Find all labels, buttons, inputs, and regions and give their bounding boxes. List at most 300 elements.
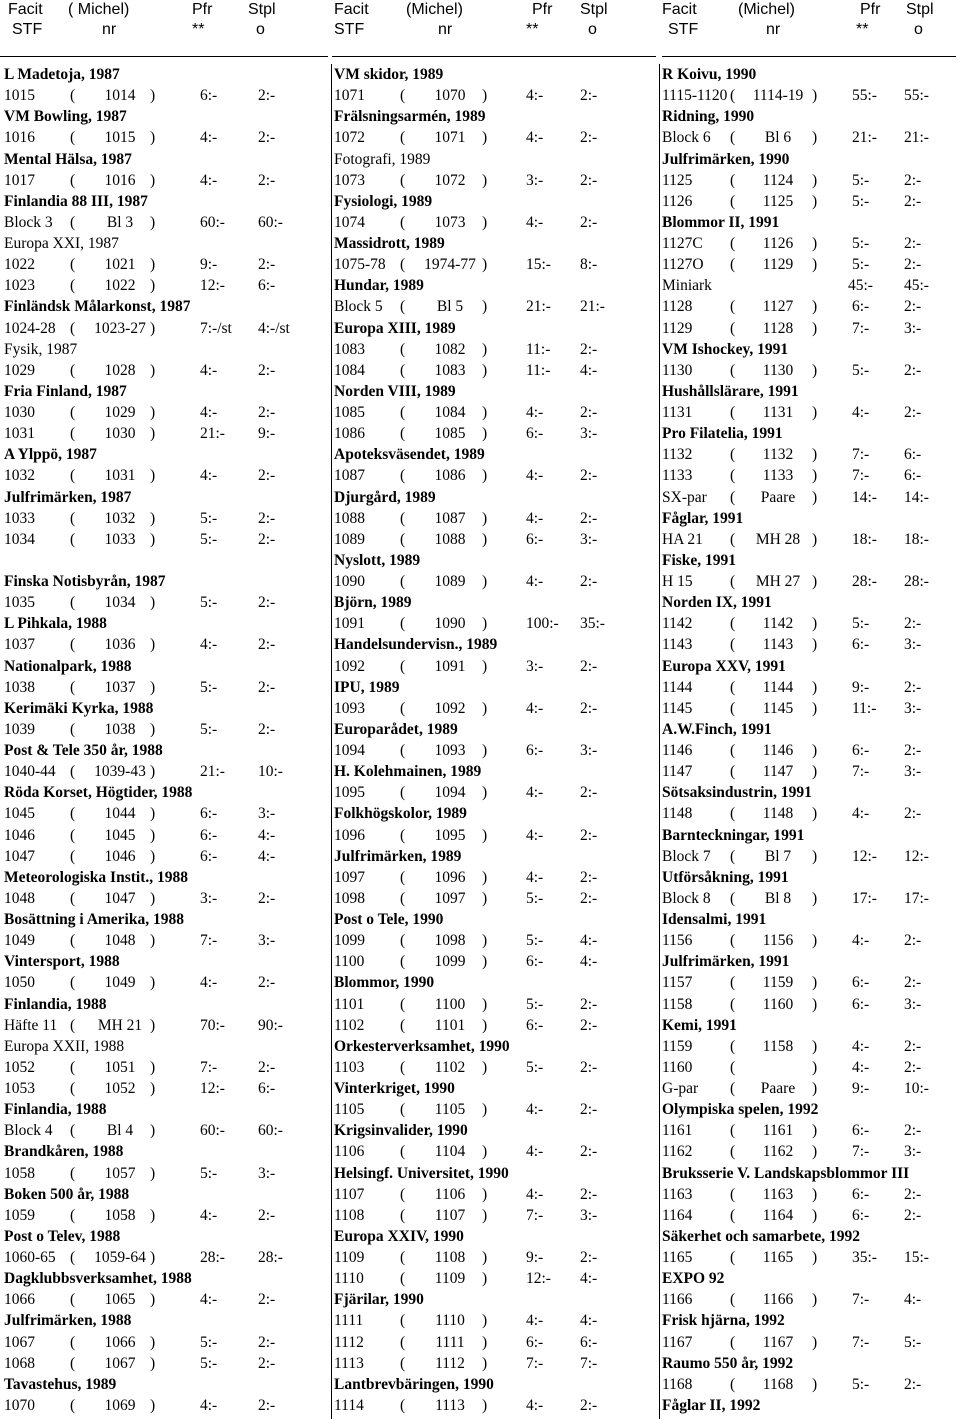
price-mint: 11:- — [526, 340, 551, 358]
issue-heading — [332, 444, 660, 465]
price-used: 55:- — [904, 87, 929, 105]
paren-open: ( — [730, 192, 736, 210]
facit-number: 1147 — [662, 763, 693, 781]
issue-heading — [332, 1078, 660, 1099]
paren-close: ) — [812, 678, 818, 696]
price-mint: 4:- — [526, 784, 544, 802]
stamp-row — [0, 592, 332, 613]
price-mint: 5:- — [526, 995, 544, 1013]
price-mint: 12:- — [852, 847, 877, 865]
stamp-row — [332, 571, 660, 592]
michel-number: 1048 — [104, 932, 136, 950]
facit-number: 1158 — [662, 995, 693, 1013]
issue-title: VM skidor, 1989 — [334, 66, 444, 83]
price-mint: 7:- — [200, 932, 218, 950]
paren-open: ( — [70, 530, 76, 548]
paren-close: ) — [150, 213, 156, 231]
price-used: 3:- — [580, 742, 598, 759]
issue-heading — [0, 339, 332, 360]
issue-heading — [0, 149, 332, 170]
facit-number: 1046 — [4, 826, 35, 844]
issue-title: Fåglar, 1991 — [662, 509, 744, 527]
issue-heading — [662, 1099, 960, 1120]
facit-number: 1127C — [662, 235, 703, 252]
stamp-row — [662, 85, 960, 106]
stamp-row — [662, 1289, 960, 1310]
facit-number: G-par — [662, 1080, 699, 1097]
header-o: o — [914, 21, 923, 38]
facit-number: 1068 — [4, 1354, 35, 1372]
michel-number: 1167 — [762, 1333, 794, 1351]
paren-close: ) — [812, 699, 818, 717]
michel-number: 1146 — [762, 742, 794, 759]
paren-open: ( — [70, 763, 76, 781]
stamp-row — [0, 402, 332, 423]
price-used: 5:- — [904, 1333, 922, 1351]
issue-heading — [662, 1163, 960, 1184]
issue-title: Miniark — [662, 277, 712, 295]
michel-number: 1108 — [434, 1249, 466, 1266]
price-mint: 60:- — [200, 1122, 225, 1140]
price-mint: 3:- — [526, 657, 544, 675]
paren-open: ( — [400, 1312, 406, 1330]
price-mint: 9:- — [526, 1249, 544, 1266]
header-facit: Facit — [334, 1, 369, 18]
price-mint: 6:- — [852, 1185, 870, 1203]
paren-open: ( — [730, 171, 736, 189]
issue-heading — [662, 149, 960, 170]
paren-close: ) — [150, 425, 156, 443]
paren-close: ) — [482, 995, 488, 1013]
price-used: 2:- — [904, 742, 922, 759]
michel-number: 1124 — [762, 171, 794, 189]
paren-close: ) — [482, 87, 488, 105]
issue-heading — [332, 318, 660, 339]
paren-close: ) — [150, 530, 156, 548]
facit-number: 1058 — [4, 1164, 35, 1182]
paren-open: ( — [400, 1101, 406, 1119]
stamp-row — [332, 508, 660, 529]
issue-heading — [0, 487, 332, 508]
paren-open: ( — [730, 573, 736, 590]
stamp-row — [0, 1395, 332, 1416]
price-used: 28:- — [258, 1249, 283, 1266]
price-mint: 45:- — [848, 277, 873, 295]
facit-number: 1032 — [4, 467, 35, 485]
paren-open: ( — [730, 256, 736, 274]
price-used: 2:- — [904, 1375, 922, 1393]
paren-close: ) — [150, 1354, 156, 1372]
issue-title: Fysik, 1987 — [4, 340, 78, 358]
michel-number: 1133 — [762, 467, 794, 485]
paren-close: ) — [150, 636, 156, 654]
issue-title: Björn, 1989 — [334, 594, 412, 612]
issue-heading — [332, 106, 660, 127]
paren-open: ( — [730, 763, 736, 781]
stamp-list — [332, 64, 660, 1416]
stamp-row — [0, 719, 332, 740]
paren-open: ( — [730, 446, 736, 464]
issue-title: IPU, 1989 — [334, 678, 400, 696]
michel-number: 1145 — [762, 699, 794, 717]
price-mint: 4:- — [200, 1206, 218, 1224]
paren-close: ) — [482, 1058, 488, 1076]
price-mint: 4:- — [852, 1037, 870, 1055]
issue-heading — [0, 909, 332, 930]
issue-heading — [0, 1184, 332, 1205]
paren-close: ) — [482, 1185, 488, 1203]
paren-open: ( — [730, 1058, 736, 1076]
paren-open: ( — [70, 974, 76, 992]
price-mint: 6:- — [852, 298, 870, 316]
price-used: 2:- — [580, 1396, 598, 1414]
paren-open: ( — [70, 425, 76, 443]
price-mint: 4:- — [526, 1143, 544, 1161]
column-1 — [0, 0, 332, 1419]
issue-heading — [332, 1120, 660, 1141]
michel-number: Bl 6 — [764, 129, 792, 147]
facit-number: 1130 — [662, 361, 693, 379]
michel-number: 1113 — [435, 1396, 465, 1414]
paren-open: ( — [400, 995, 406, 1013]
michel-number: 1090 — [434, 615, 466, 633]
price-used: 28:- — [904, 573, 929, 590]
issue-heading — [662, 782, 960, 803]
price-used: 2:- — [904, 1058, 922, 1076]
header-facit: Facit — [8, 1, 43, 18]
stamp-row — [0, 1332, 332, 1353]
paren-close: ) — [812, 129, 818, 147]
facit-number: 1024-28 — [4, 319, 56, 337]
michel-number: 1143 — [762, 636, 794, 654]
michel-number: 1163 — [762, 1185, 794, 1203]
price-mint: 11:- — [852, 699, 877, 717]
paren-open: ( — [730, 319, 736, 337]
paren-open: ( — [730, 1185, 736, 1203]
price-mint: 55:- — [852, 87, 877, 105]
stamp-row — [662, 360, 960, 381]
michel-number: 1030 — [104, 425, 136, 443]
price-used: 2:- — [258, 467, 276, 485]
price-mint: 4:- — [526, 1312, 544, 1330]
price-mint: 6:- — [852, 974, 870, 992]
facit-number: 1146 — [662, 742, 693, 759]
stamp-row — [0, 85, 332, 106]
facit-number: 1102 — [334, 1016, 365, 1034]
price-mint: 21:- — [200, 763, 225, 781]
issue-title: Post & Tele 350 år, 1988 — [4, 742, 163, 759]
michel-number: 1082 — [434, 340, 466, 358]
michel-number: 1156 — [762, 932, 794, 950]
michel-number: 1131 — [762, 404, 794, 421]
price-used: 2:- — [580, 889, 598, 907]
issue-heading — [662, 1226, 960, 1247]
price-mint: 6:- — [526, 742, 544, 759]
paren-open: ( — [70, 1206, 76, 1224]
paren-open: ( — [730, 1291, 736, 1309]
paren-open: ( — [400, 171, 406, 189]
paren-close: ) — [482, 1312, 488, 1330]
paren-close: ) — [150, 277, 156, 295]
stamp-row — [662, 994, 960, 1015]
facit-number: Block 3 — [4, 213, 53, 231]
paren-close: ) — [812, 192, 818, 210]
issue-heading — [0, 106, 332, 127]
stamp-row — [332, 930, 660, 951]
issue-title: Europa XXV, 1991 — [662, 657, 786, 675]
issue-heading — [0, 994, 332, 1015]
michel-number: 1974-77 — [424, 256, 476, 274]
issue-title: Folkhögskolor, 1989 — [334, 805, 467, 823]
paren-close: ) — [150, 467, 156, 485]
stamp-row — [0, 972, 332, 993]
issue-heading — [332, 64, 660, 85]
header-stpl: Stpl — [580, 1, 608, 18]
price-mint: 6:- — [526, 1333, 544, 1351]
paren-open: ( — [70, 213, 76, 231]
paren-close: ) — [482, 573, 488, 590]
paren-open: ( — [400, 699, 406, 717]
issue-heading — [0, 1226, 332, 1247]
paren-close: ) — [482, 784, 488, 802]
issue-title: EXPO 92 — [662, 1270, 725, 1288]
michel-number: 1029 — [104, 404, 136, 421]
michel-number: 1106 — [434, 1185, 466, 1203]
paren-open: ( — [400, 573, 406, 590]
stamp-row — [662, 1374, 960, 1395]
header-stf: STF — [12, 21, 43, 38]
facit-number: 1143 — [662, 636, 693, 654]
paren-close: ) — [150, 763, 156, 781]
price-mint: 6:- — [200, 87, 218, 105]
header-pfr: Pfr — [192, 1, 213, 18]
michel-number: 1033 — [104, 530, 136, 548]
price-used: 7:- — [580, 1354, 598, 1372]
michel-number: 1166 — [762, 1291, 794, 1309]
price-mint: 21:- — [200, 425, 225, 443]
price-used: 2:- — [904, 805, 922, 823]
price-mint: 5:- — [200, 509, 218, 527]
paren-open: ( — [70, 404, 76, 421]
stamp-row — [0, 170, 332, 191]
column-header — [0, 0, 332, 56]
facit-number: 1086 — [334, 425, 365, 443]
paren-close: ) — [812, 742, 818, 759]
stamp-row — [0, 254, 332, 275]
stamp-row — [0, 508, 332, 529]
facit-number: 1029 — [4, 361, 35, 379]
michel-number: 1128 — [762, 319, 794, 337]
stamp-row — [0, 1015, 332, 1036]
facit-number: 1084 — [334, 361, 365, 379]
michel-number: 1110 — [435, 1312, 465, 1330]
header-michel: (Michel) — [738, 1, 795, 18]
issue-title: Julfrimärken, 1987 — [4, 488, 132, 506]
issue-title: A.W.Finch, 1991 — [662, 720, 772, 738]
issue-title: Fria Finland, 1987 — [4, 382, 127, 400]
paren-open: ( — [400, 1354, 406, 1372]
paren-open: ( — [730, 1122, 736, 1140]
paren-close: ) — [482, 530, 488, 548]
facit-number: 1097 — [334, 868, 365, 886]
issue-title: Finlandia 88 III, 1987 — [4, 192, 148, 210]
paren-close: ) — [482, 1249, 488, 1266]
stamp-row — [0, 1057, 332, 1078]
price-used: 2:- — [580, 467, 598, 485]
header-nr: nr — [438, 21, 453, 38]
stamp-row — [662, 740, 960, 761]
price-used: 45:- — [904, 277, 929, 295]
price-mint: 5:- — [852, 1375, 870, 1393]
facit-number: 1148 — [662, 805, 693, 823]
issue-title: Post o Tele, 1990 — [334, 911, 444, 928]
paren-close: ) — [812, 995, 818, 1013]
michel-number: 1102 — [434, 1058, 466, 1076]
price-mint: 4:- — [526, 87, 544, 105]
facit-number: SX-par — [662, 488, 707, 506]
issue-title: VM Bowling, 1987 — [4, 108, 127, 126]
paren-open: ( — [70, 1080, 76, 1097]
issue-title: Europa XIII, 1989 — [334, 319, 456, 337]
price-used: 2:- — [580, 87, 598, 105]
price-mint: 6:- — [526, 953, 544, 971]
price-used: 4:- — [258, 826, 276, 844]
issue-title: Kemi, 1991 — [662, 1016, 737, 1034]
price-mint: 4:- — [526, 404, 544, 421]
price-mint: 6:- — [852, 636, 870, 654]
header-nr: nr — [766, 21, 781, 38]
stamp-row — [662, 846, 960, 867]
price-mint: 4:- — [526, 1396, 544, 1414]
issue-heading — [332, 550, 660, 571]
facit-number: 1103 — [334, 1058, 365, 1076]
paren-open: ( — [730, 488, 736, 506]
facit-number: 1035 — [4, 594, 35, 612]
facit-number: 1127O — [662, 256, 704, 274]
price-used: 2:- — [904, 171, 922, 189]
paren-open: ( — [730, 1249, 736, 1266]
price-mint: 5:- — [200, 720, 218, 738]
michel-number: 1165 — [762, 1249, 794, 1266]
facit-number: 1107 — [334, 1185, 365, 1203]
issue-title: Europa XXI, 1987 — [4, 235, 119, 252]
paren-close: ) — [482, 657, 488, 675]
paren-close: ) — [482, 699, 488, 717]
stamp-row — [332, 1395, 660, 1416]
issue-heading — [0, 381, 332, 402]
issue-title: Orkesterverksamhet, 1990 — [334, 1037, 510, 1055]
michel-number: 1069 — [104, 1396, 136, 1414]
header-stars: ** — [526, 21, 539, 38]
michel-number: 1089 — [434, 573, 466, 590]
issue-heading — [0, 233, 332, 254]
paren-open: ( — [70, 847, 76, 865]
stamp-row — [0, 423, 332, 444]
facit-number: 1060-65 — [4, 1249, 56, 1266]
price-used: 3:- — [258, 932, 276, 950]
michel-number: 1101 — [434, 1016, 466, 1034]
issue-title: Frälsningsarmén, 1989 — [334, 108, 486, 126]
paren-close: ) — [150, 361, 156, 379]
issue-title: Röda Korset, Högtider, 1988 — [4, 784, 193, 802]
michel-number: 1072 — [434, 171, 466, 189]
issue-heading — [0, 296, 332, 317]
michel-number: 1164 — [762, 1206, 794, 1224]
facit-number: 1156 — [662, 932, 693, 950]
issue-title: Fiske, 1991 — [662, 551, 737, 569]
facit-number: 1105 — [334, 1101, 365, 1119]
price-mint: 4:- — [852, 932, 870, 950]
price-used: 2:- — [580, 657, 598, 675]
facit-number: 1053 — [4, 1080, 35, 1097]
paren-close: ) — [482, 213, 488, 231]
issue-title: Julfrimärken, 1990 — [662, 150, 790, 168]
paren-open: ( — [70, 720, 76, 738]
paren-close: ) — [482, 868, 488, 886]
paren-open: ( — [400, 932, 406, 950]
paren-close: ) — [150, 826, 156, 844]
price-mint: 7:- — [852, 763, 870, 781]
paren-close: ) — [812, 404, 818, 421]
paren-close: ) — [812, 87, 818, 105]
michel-number: 1073 — [434, 213, 466, 231]
facit-number: 1115-1120 — [662, 87, 728, 105]
paren-open: ( — [400, 425, 406, 443]
price-mint: 11:- — [526, 361, 551, 379]
price-used: 2:- — [258, 87, 276, 105]
stamp-row — [332, 825, 660, 846]
paren-open: ( — [730, 1206, 736, 1224]
price-used: 2:- — [580, 340, 598, 358]
paren-open: ( — [400, 889, 406, 907]
michel-number: 1162 — [762, 1143, 794, 1161]
paren-close: ) — [150, 319, 156, 337]
paren-close: ) — [812, 974, 818, 992]
michel-number: Paare — [760, 488, 796, 506]
paren-close: ) — [812, 573, 818, 590]
stamp-row — [332, 782, 660, 803]
paren-open: ( — [400, 509, 406, 527]
price-mint: 7:- — [852, 446, 870, 464]
facit-number: 1142 — [662, 615, 693, 633]
michel-number: 1065 — [104, 1291, 136, 1309]
paren-open: ( — [70, 1354, 76, 1372]
price-mint: 5:- — [200, 594, 218, 612]
stamp-row — [662, 677, 960, 698]
stamp-row — [0, 127, 332, 148]
facit-number: 1132 — [662, 446, 693, 464]
stamp-row — [662, 1247, 960, 1268]
price-used: 4:- — [580, 1270, 598, 1288]
paren-close: ) — [482, 1270, 488, 1288]
paren-close: ) — [150, 805, 156, 823]
price-used: 6:- — [580, 1333, 598, 1351]
paren-close: ) — [150, 974, 156, 992]
stamp-row — [332, 1205, 660, 1226]
price-used: 2:- — [258, 720, 276, 738]
facit-number: 1033 — [4, 509, 35, 527]
paren-open: ( — [730, 974, 736, 992]
paren-open: ( — [70, 1333, 76, 1351]
header-stf: STF — [668, 21, 699, 38]
issue-title: Djurgård, 1989 — [334, 488, 436, 506]
issue-heading — [0, 951, 332, 972]
price-mint: 7:- — [852, 1143, 870, 1161]
facit-number: 1106 — [334, 1143, 365, 1161]
issue-heading — [0, 1036, 332, 1057]
facit-number: 1091 — [334, 615, 365, 633]
paren-close: ) — [812, 235, 818, 252]
